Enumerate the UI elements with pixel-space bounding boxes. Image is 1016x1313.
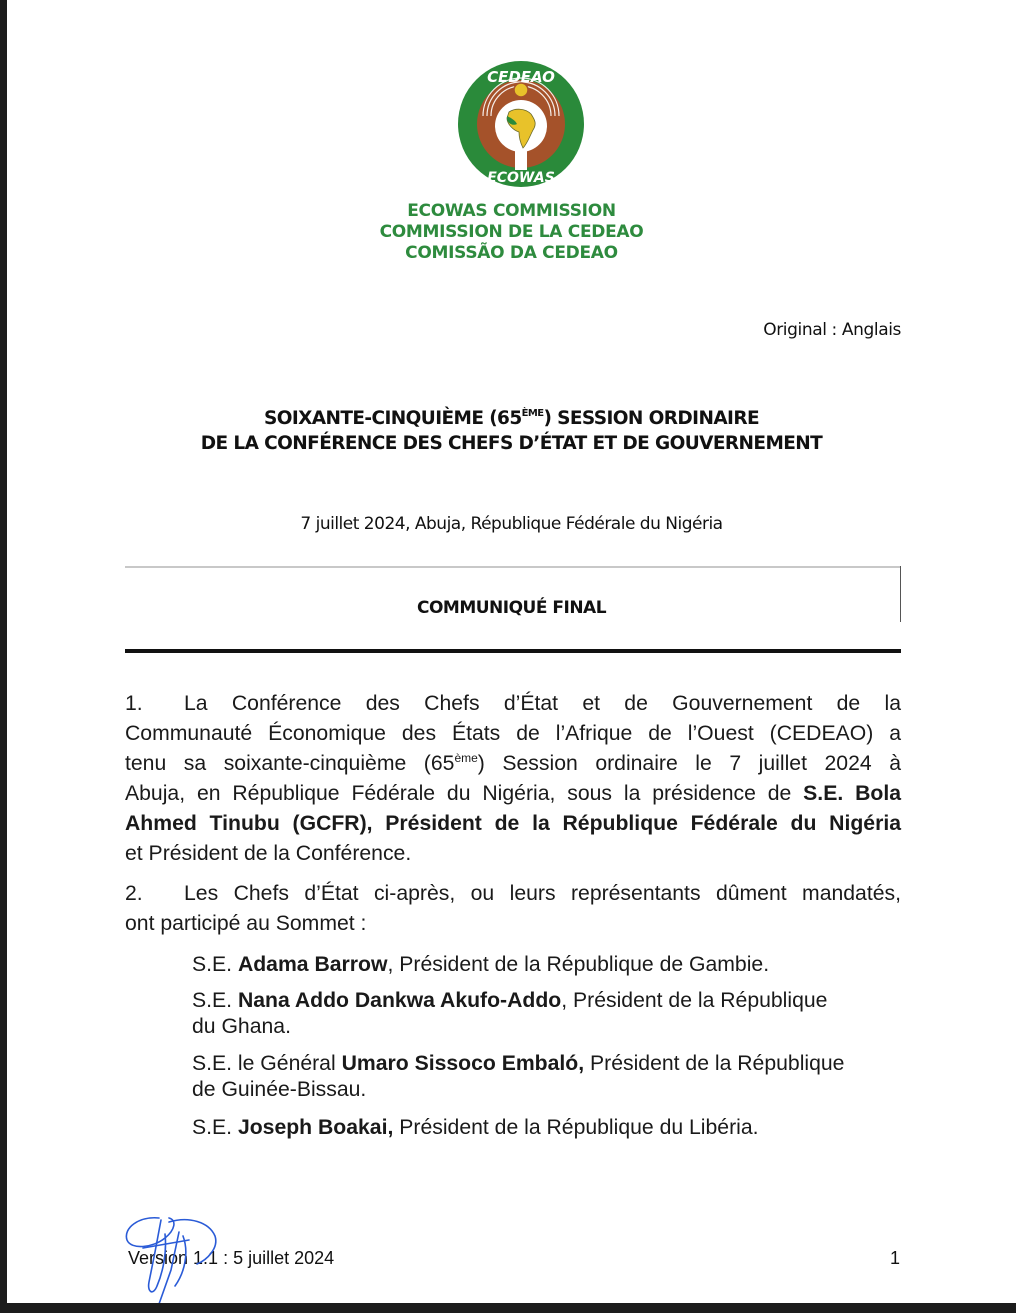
session-title-line2: DE LA CONFÉRENCE DES CHEFS D’ÉTAT ET DE GOUVERNEMENT (200, 433, 823, 454)
ecowas-logo-icon (457, 60, 585, 188)
attendee-item: S.E. Adama Barrow, Président de la République de Gambie. (192, 953, 770, 976)
footer-version: Version 1.1 : 5 juillet 2024 (128, 1248, 335, 1268)
signature-icon (119, 1212, 229, 1307)
divider-bottom (125, 649, 901, 653)
paragraph-1: 1. La Conférence des Chefs d’État et de Gouvernement de la Communauté Économique des États de l’Afrique de l’Ouest (CEDEAO) a tenu sa soixante-cinquième (65ème) Session ordinaire le 7 juillet 2024 à Abuja, en République Fédérale du Nigéria, sous la présidence de S.E. Bola Ahmed Tinubu (GCFR), Président de la République Fédérale du Nigéria et Président de la Conférence. (125, 692, 901, 865)
paragraph-2: 2. Les Chefs d’État ci-après, ou leurs représentants dûment mandatés, ont participé au Sommet : (125, 882, 901, 935)
org-name-french: COMMISSION DE LA CEDEAO (379, 222, 644, 242)
communique-heading: COMMUNIQUÉ FINAL (416, 598, 607, 618)
page-number: 1 (890, 1248, 901, 1268)
svg-text:ECOWAS: ECOWAS (487, 170, 555, 186)
org-name-english: ECOWAS COMMISSION (407, 201, 616, 221)
attendee-item: S.E. Nana Addo Dankwa Akufo-Addo, Président de la République du Ghana. (192, 989, 828, 1038)
divider-top (125, 566, 901, 568)
session-title-line1: SOIXANTE-CINQUIÈME (65ÈME) SESSION ORDINAIRE (263, 408, 760, 429)
original-language-note: Original : Anglais (763, 320, 901, 340)
attendee-item: S.E. Joseph Boakai, Président de la République du Libéria. (192, 1116, 759, 1139)
viewer-bottom-bar (0, 1303, 1016, 1313)
svg-text:CEDEAO: CEDEAO (487, 68, 555, 86)
attendee-item: S.E. le Général Umaro Sissoco Embaló, Président de la République de Guinée-Bissau. (192, 1052, 845, 1101)
date-place: 7 juillet 2024, Abuja, République Fédérale du Nigéria (300, 514, 723, 534)
org-name-portuguese: COMISSÃO DA CEDEAO (405, 243, 618, 263)
document-page (7, 0, 1016, 1303)
